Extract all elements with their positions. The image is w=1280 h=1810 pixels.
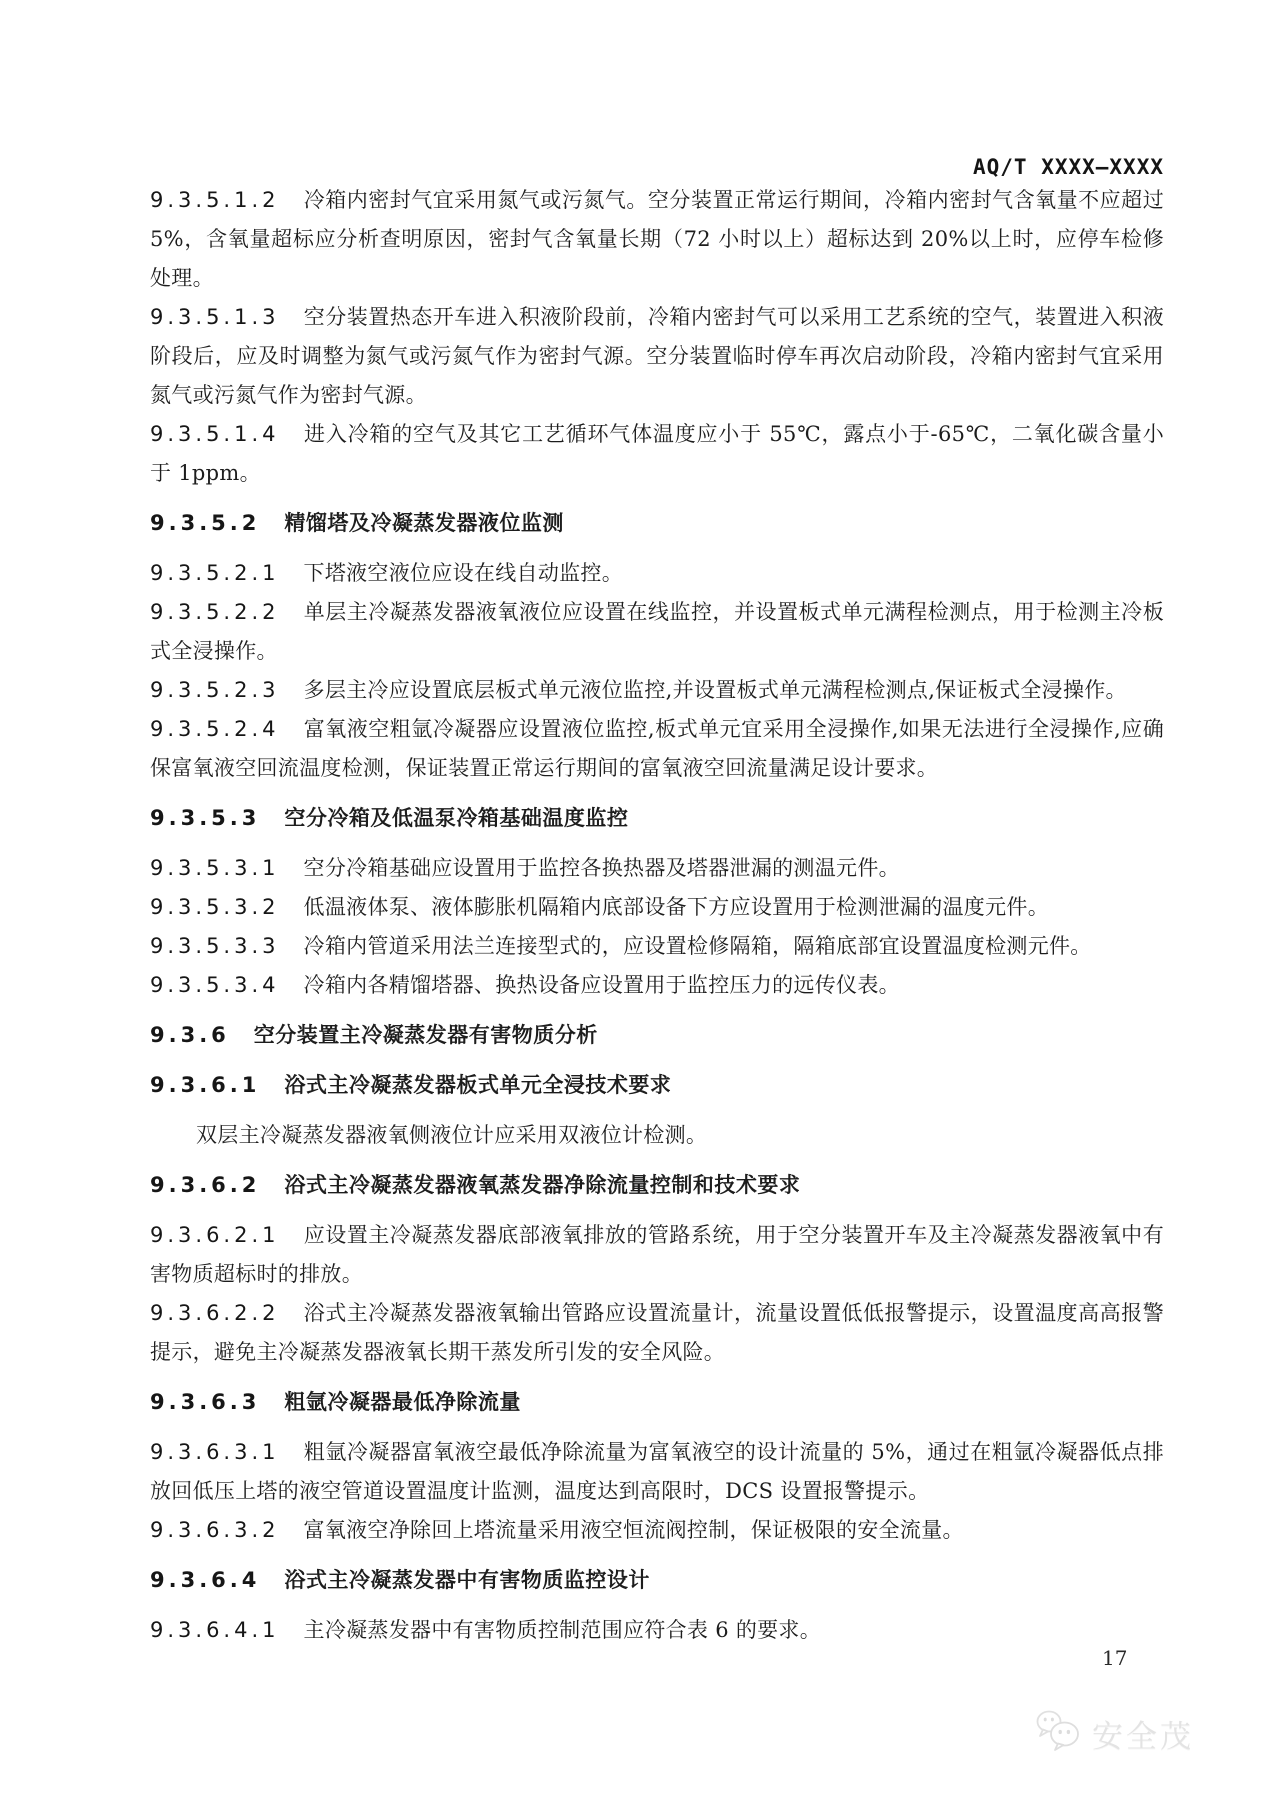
doc-code-header: AQ/T XXXX—XXXX — [972, 155, 1164, 179]
clause-text: 空分装置热态开车进入积液阶段前，冷箱内密封气可以采用工艺系统的空气，装置进入积液阶段后，应及时调整为氮气或污氮气作为密封气源。空分装置临时停车再次启动阶段，冷箱内密封气宜采用氮气或污氮气作为密封气源。 — [150, 305, 1164, 407]
heading-title: 浴式主冷凝蒸发器液氧蒸发器净除流量控制和技术要求 — [284, 1173, 801, 1197]
clause-text: 粗氩冷凝器富氧液空最低净除流量为富氧液空的设计流量的 5%，通过在粗氩冷凝器低点排放回低压上塔的液空管道设置温度计监测，温度达到高限时，DCS 设置报警提示。 — [150, 1440, 1164, 1503]
clause-number: 9.3.5.1.4 — [150, 422, 280, 446]
clause-number: 9.3.5.3.3 — [150, 934, 280, 958]
heading-number: 9.3.6 — [150, 1023, 230, 1047]
heading-number: 9.3.6.3 — [150, 1390, 261, 1414]
clause-paragraph — [150, 415, 1164, 493]
section-heading — [150, 1066, 1164, 1105]
clause-paragraph — [150, 593, 1164, 671]
clause-text: 冷箱内密封气宜采用氮气或污氮气。空分装置正常运行期间，冷箱内密封气含氧量不应超过 5%，含氧量超标应分析查明原因，密封气含氧量长期（72 小时以上）超标达到 20%以上时，应停车检修处理。 — [150, 188, 1164, 290]
clause-paragraph — [150, 849, 1164, 888]
clause-paragraph — [150, 1294, 1164, 1372]
clause-paragraph — [150, 298, 1164, 415]
clause-text: 多层主冷应设置底层板式单元液位监控,并设置板式单元满程检测点,保证板式全浸操作。 — [303, 678, 1127, 702]
clause-paragraph — [150, 554, 1164, 593]
clause-text: 单层主冷凝蒸发器液氧液位应设置在线监控，并设置板式单元满程检测点，用于检测主冷板式全浸操作。 — [150, 600, 1164, 663]
clause-text: 冷箱内各精馏塔器、换热设备应设置用于监控压力的远传仪表。 — [303, 973, 900, 997]
heading-title: 浴式主冷凝蒸发器中有害物质监控设计 — [284, 1568, 650, 1592]
clause-number: 9.3.5.2.3 — [150, 678, 280, 702]
clause-paragraph — [150, 927, 1164, 966]
clause-paragraph — [150, 181, 1164, 298]
body-paragraph — [150, 1116, 1164, 1155]
clause-text: 冷箱内管道采用法兰连接型式的，应设置检修隔箱，隔箱底部宜设置温度检测元件。 — [303, 934, 1092, 958]
clause-text: 下塔液空液位应设在线自动监控。 — [303, 561, 624, 585]
section-heading — [150, 799, 1164, 838]
document-body — [150, 181, 1164, 1650]
body-text: 双层主冷凝蒸发器液氧侧液位计应采用双液位计检测。 — [196, 1123, 708, 1147]
heading-title: 粗氩冷凝器最低净除流量 — [284, 1390, 521, 1414]
clause-paragraph — [150, 710, 1164, 788]
page-number: 17 — [1102, 1646, 1128, 1670]
heading-number: 9.3.6.4 — [150, 1568, 261, 1592]
clause-text: 富氧液空净除回上塔流量采用液空恒流阀控制，保证极限的安全流量。 — [303, 1518, 964, 1542]
heading-title: 精馏塔及冷凝蒸发器液位监测 — [284, 511, 564, 535]
clause-paragraph — [150, 888, 1164, 927]
clause-number: 9.3.5.2.1 — [150, 561, 280, 585]
section-heading — [150, 1166, 1164, 1205]
clause-paragraph — [150, 1433, 1164, 1511]
clause-text: 低温液体泵、液体膨胀机隔箱内底部设备下方应设置用于检测泄漏的温度元件。 — [303, 895, 1050, 919]
clause-text: 应设置主冷凝蒸发器底部液氧排放的管路系统，用于空分装置开车及主冷凝蒸发器液氧中有害物质超标时的排放。 — [150, 1223, 1164, 1286]
clause-number: 9.3.6.2.2 — [150, 1301, 280, 1325]
clause-number: 9.3.6.3.2 — [150, 1518, 280, 1542]
clause-number: 9.3.5.2.2 — [150, 600, 280, 624]
section-heading — [150, 1383, 1164, 1422]
clause-text: 进入冷箱的空气及其它工艺循环气体温度应小于 55℃，露点小于-65℃，二氧化碳含量小于 1ppm。 — [150, 422, 1164, 485]
clause-number: 9.3.6.2.1 — [150, 1223, 280, 1247]
clause-number: 9.3.5.3.4 — [150, 973, 280, 997]
clause-number: 9.3.5.1.2 — [150, 188, 280, 212]
clause-number: 9.3.5.3.1 — [150, 856, 280, 880]
section-heading — [150, 1016, 1164, 1055]
heading-number: 9.3.6.1 — [150, 1073, 261, 1097]
heading-number: 9.3.5.2 — [150, 511, 261, 535]
clause-paragraph — [150, 1216, 1164, 1294]
clause-text: 富氧液空粗氩冷凝器应设置液位监控,板式单元宜采用全浸操作,如果无法进行全浸操作,应确保富氧液空回流温度检测，保证装置正常运行期间的富氧液空回流量满足设计要求。 — [150, 717, 1164, 780]
watermark-label: 安全茂 — [1092, 1718, 1194, 1755]
heading-title: 空分冷箱及低温泵冷箱基础温度监控 — [284, 806, 629, 830]
clause-paragraph — [150, 1611, 1164, 1650]
clause-paragraph — [150, 966, 1164, 1005]
clause-paragraph — [150, 671, 1164, 710]
clause-number: 9.3.6.3.1 — [150, 1440, 280, 1464]
heading-title: 空分装置主冷凝蒸发器有害物质分析 — [253, 1023, 598, 1047]
heading-number: 9.3.5.3 — [150, 806, 261, 830]
clause-number: 9.3.5.3.2 — [150, 895, 280, 919]
clause-text: 主冷凝蒸发器中有害物质控制范围应符合表 6 的要求。 — [303, 1618, 822, 1642]
clause-text: 空分冷箱基础应设置用于监控各换热器及塔器泄漏的测温元件。 — [303, 856, 900, 880]
heading-number: 9.3.6.2 — [150, 1173, 261, 1197]
section-heading — [150, 1561, 1164, 1600]
clause-number: 9.3.5.2.4 — [150, 717, 280, 741]
heading-title: 浴式主冷凝蒸发器板式单元全浸技术要求 — [284, 1073, 672, 1097]
wechat-icon — [1034, 1708, 1082, 1758]
clause-number: 9.3.5.1.3 — [150, 305, 280, 329]
clause-text: 浴式主冷凝蒸发器液氧输出管路应设置流量计，流量设置低低报警提示，设置温度高高报警提示，避免主冷凝蒸发器液氧长期干蒸发所引发的安全风险。 — [150, 1301, 1164, 1364]
clause-paragraph — [150, 1511, 1164, 1550]
section-heading — [150, 504, 1164, 543]
clause-number: 9.3.6.4.1 — [150, 1618, 280, 1642]
watermark — [1034, 1708, 1194, 1758]
